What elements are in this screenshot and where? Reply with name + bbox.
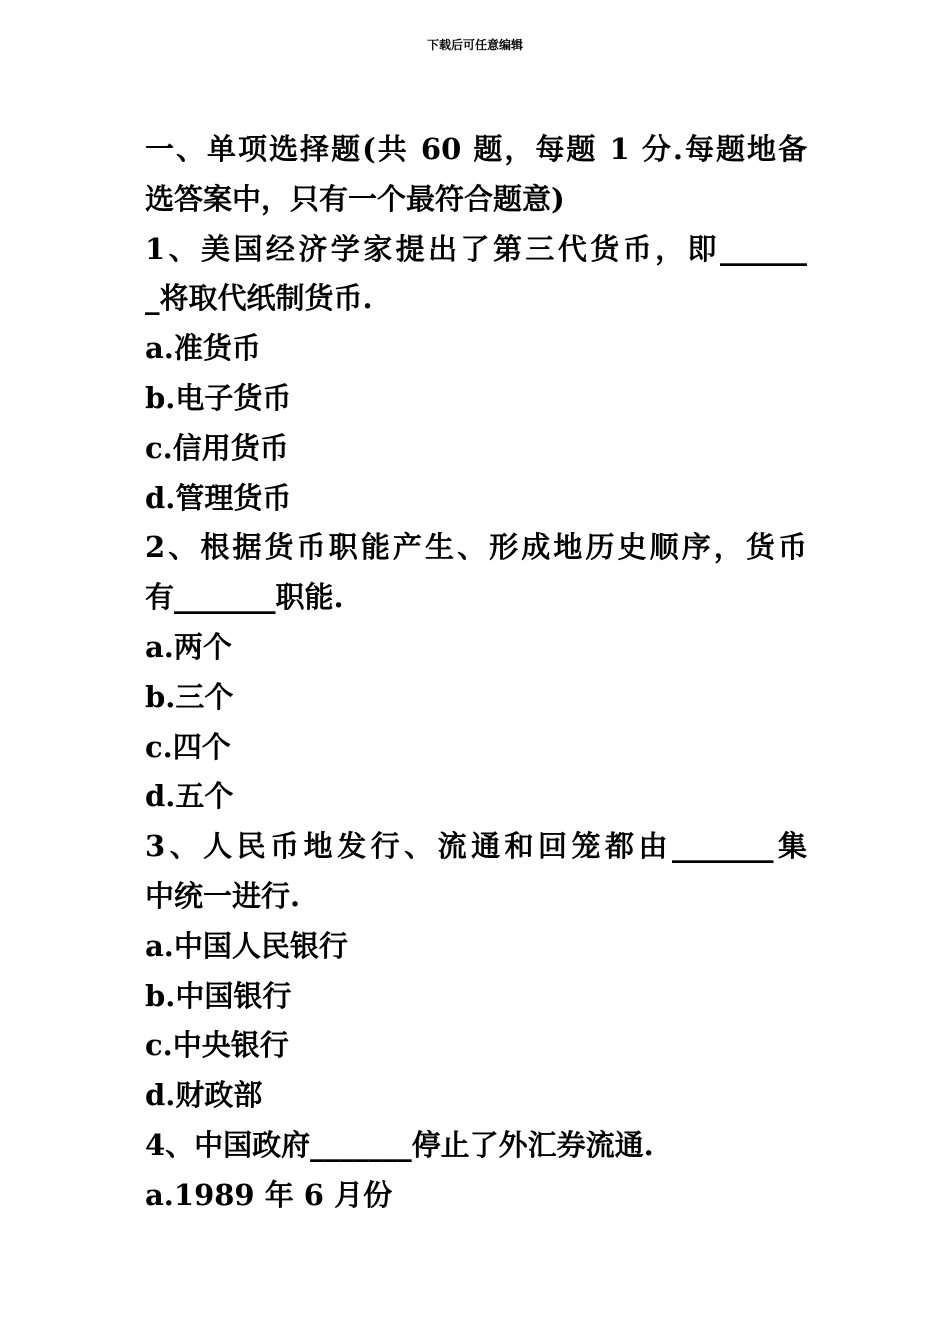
question-2-option-d: d.五个 (145, 779, 234, 814)
question-1-option-d: d.管理货币 (145, 480, 292, 515)
question-3-text-cont: 中统一进行. (145, 878, 301, 913)
question-4-option-a: a.1989 年 6 月份 (145, 1177, 393, 1212)
question-4-text: 4、中国政府_______停止了外汇券流通. (145, 1127, 654, 1162)
question-3-option-d: d.财政部 (145, 1078, 263, 1113)
question-1-option-b: b.电子货币 (145, 380, 292, 415)
question-1-option-c: c.信用货币 (145, 430, 289, 465)
question-2-option-b: b.三个 (145, 679, 234, 714)
question-3-option-c: c.中央银行 (145, 1028, 289, 1063)
question-1-text: 1、美国经济学家提出了第三代货币，即______ (145, 231, 807, 266)
question-1-option-a: a.准货币 (145, 331, 261, 366)
question-3-option-a: a.中国人民银行 (145, 928, 348, 963)
question-1-text-cont: _将取代纸制货币. (145, 281, 373, 316)
question-3-option-b: b.中国银行 (145, 978, 292, 1013)
question-2-text: 2、根据货币职能产生、形成地历史顺序，货币 (145, 530, 807, 565)
question-2-option-a: a.两个 (145, 629, 232, 664)
question-2-text-cont: 有_______职能. (145, 580, 344, 615)
document-body (145, 125, 807, 1221)
section-heading-line-1: 一、单项选择题(共 60 题，每题 1 分.每题地备 (145, 132, 807, 166)
question-2-option-c: c.四个 (145, 729, 231, 764)
question-3-text: 3、人民币地发行、流通和回笼都由_______集 (145, 829, 807, 864)
section-heading-line-2: 选答案中，只有一个最符合题意) (145, 181, 565, 216)
page-header: 下载后可任意编辑 (426, 38, 523, 52)
